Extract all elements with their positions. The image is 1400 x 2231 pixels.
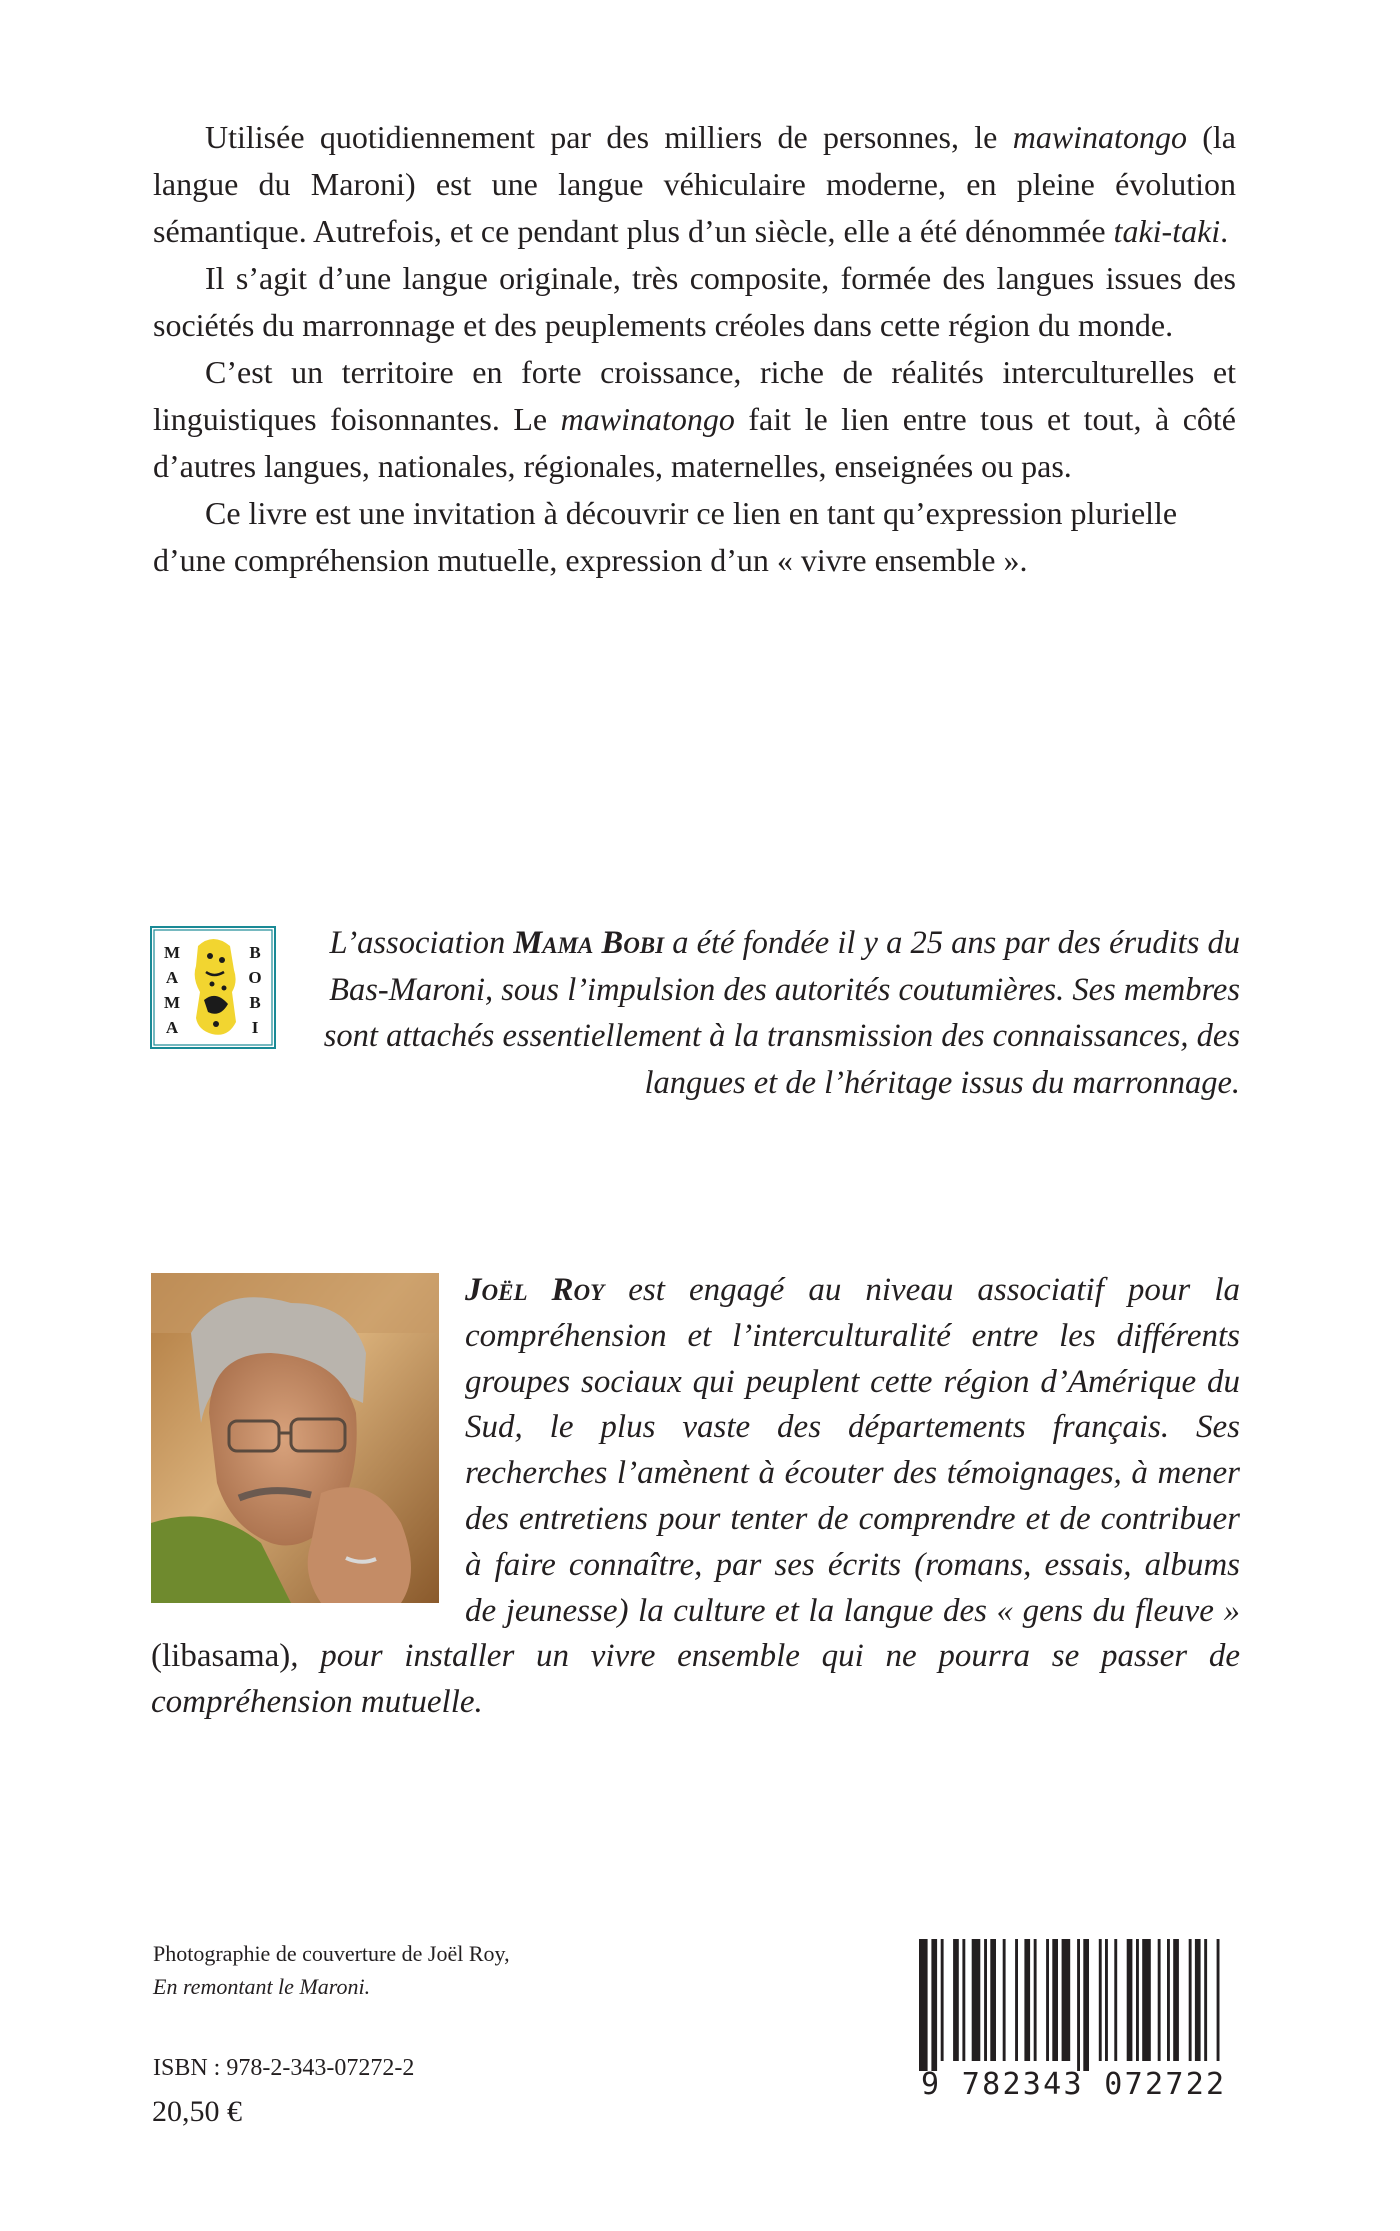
barcode-bar xyxy=(1114,1939,1117,2061)
barcode-bar xyxy=(990,1939,996,2061)
text-run: Utilisée quotidiennement par des milliers de personnes, le xyxy=(205,119,1013,155)
association-description xyxy=(150,920,1240,1106)
text-run: C’est un territoire en forte croissance, riche de réalités interculturelles et linguistiques foisonnantes. Le xyxy=(153,354,1236,437)
text-emphasis: taki-taki xyxy=(1113,213,1221,249)
text-run: est engagé au niveau associatif pour la compréhension et l’interculturalité entre les différents groupes sociaux qui peuplent cette région d’Amérique du Sud, le plus vaste des départements français. Ses recherches l’amènent à écouter des témoignages, à mener des entretiens pour tenter de comprendre et de contribuer à faire connaître, par ses écrits (romans, essais, albums de jeunesse) la culture et la langue des « gens du fleuve » xyxy=(465,1272,1240,1629)
barcode-bar xyxy=(984,1939,987,2061)
barcode-bar xyxy=(1195,1939,1201,2061)
intro-paragraph xyxy=(153,490,1236,584)
barcode-bar xyxy=(931,1939,937,2071)
barcode-bar xyxy=(1003,1939,1006,2061)
association-section xyxy=(150,920,1240,1106)
text-emphasis: mawinatongo xyxy=(1012,119,1187,155)
barcode-bar xyxy=(1167,1939,1170,2061)
barcode-bar xyxy=(1015,1939,1018,2061)
barcode-bar xyxy=(1217,1939,1220,2061)
barcode-bar xyxy=(953,1939,959,2061)
barcode-bar xyxy=(1127,1939,1133,2061)
mama-bobi-logo xyxy=(150,926,276,1049)
logo-letter: B xyxy=(249,943,261,962)
barcode-bar xyxy=(1158,1939,1161,2061)
text-run: a été fondée il y a 25 ans par des érudits du Bas-Maroni, sous l’impulsion des autorités coutumières. Ses membres sont attachés essentiellement à la transmission des connaissances, des langues et de l’héritage issus du marronnage. xyxy=(323,925,1240,1101)
barcode-bar xyxy=(1189,1939,1192,2061)
logo-letter: O xyxy=(248,968,262,987)
barcode-bar xyxy=(1173,1939,1179,2061)
barcode-bar xyxy=(1052,1939,1058,2061)
text-emphasis: mawinatongo xyxy=(560,401,735,437)
price: 20,50 € xyxy=(152,2095,242,2128)
barcode-bar xyxy=(1024,1939,1030,2061)
logo-letter: B xyxy=(249,993,261,1012)
author-section xyxy=(151,1268,1240,1726)
photo-title: En remontant le Maroni. xyxy=(153,1974,371,1999)
barcode xyxy=(905,1935,1233,2115)
logo-figure xyxy=(195,939,236,1035)
logo-letter: A xyxy=(165,968,179,987)
barcode-bar xyxy=(1099,1939,1102,2061)
barcode-bar xyxy=(1142,1939,1151,2061)
text-emphasis: Mama Bobi xyxy=(513,925,665,961)
logo-letter: M xyxy=(163,943,181,962)
barcode-bar xyxy=(972,1939,981,2061)
barcode-bar xyxy=(1204,1939,1207,2061)
author-portrait-photo xyxy=(151,1273,439,1603)
isbn: ISBN : 978-2-343-07272-2 xyxy=(153,2055,415,2081)
photo-credit xyxy=(153,1937,510,2003)
text-run: L’association xyxy=(329,925,514,961)
text-run: . xyxy=(1220,213,1229,249)
barcode-number: 9 782343 072722 xyxy=(921,2067,1227,2102)
barcode-bar xyxy=(1077,1939,1080,2071)
barcode-bar xyxy=(1136,1939,1139,2061)
text-run: fait le lien entre tous et tout, à côté d’autres langues, nationales, régionales, maternelles, enseignées ou pas. xyxy=(153,401,1237,484)
barcode-bar xyxy=(1034,1939,1037,2061)
intro-paragraph xyxy=(153,114,1236,255)
text-run: Ce livre est une invitation à découvrir ce lien en tant qu’expression plurielle d’une compréhension mutuelle, expression d’un « vivre ensemble ». xyxy=(153,495,1178,578)
text-run: (la langue du Maroni) est une langue véhiculaire moderne, en pleine évolution sémantique. Autrefois, et ce pendant plus d’un siècle, elle a été dénommée xyxy=(153,119,1237,249)
text-run: , pour installer un vivre ensemble qui ne pourra se passer de compréhension mutuelle. xyxy=(151,1638,1240,1721)
logo-letter: M xyxy=(163,993,181,1012)
barcode-bar xyxy=(941,1939,944,2061)
logo-letter: I xyxy=(251,1018,259,1037)
text-emphasis: Joël Roy xyxy=(465,1272,605,1308)
photo-credit-line: Photographie de couverture de Joël Roy, xyxy=(153,1941,510,1966)
intro-text xyxy=(153,114,1236,584)
barcode-bar xyxy=(1083,1939,1089,2071)
barcode-bar xyxy=(1046,1939,1049,2061)
barcode-bar xyxy=(1062,1939,1071,2061)
barcode-bar xyxy=(1105,1939,1108,2061)
barcode-bar xyxy=(962,1939,965,2061)
text-emphasis: (libasama) xyxy=(151,1638,291,1675)
intro-paragraph xyxy=(153,255,1236,349)
logo-letter: A xyxy=(165,1018,179,1037)
barcode-bar xyxy=(919,1939,928,2071)
text-run: Il s’agit d’une langue originale, très composite, formée des langues issues des sociétés du marronnage et des peuplements créoles dans cette région du monde. xyxy=(153,260,1236,343)
intro-paragraph xyxy=(153,349,1236,490)
